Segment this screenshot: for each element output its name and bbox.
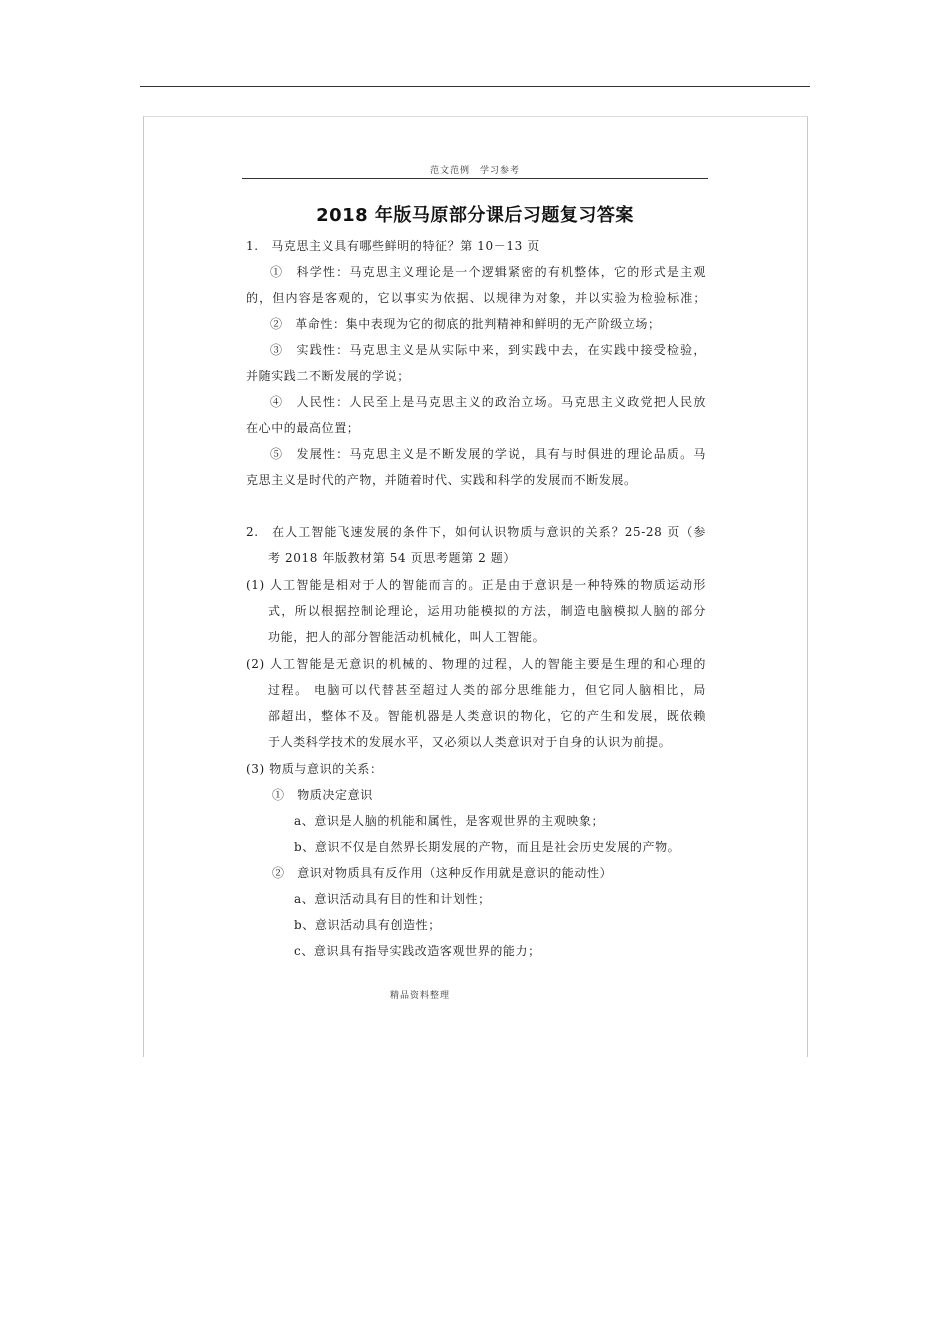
document-title: 2018 年版马原部分课后习题复习答案 <box>316 205 634 226</box>
q1-question: 1. 马克思主义具有哪些鲜明的特征？第 10－13 页 <box>246 239 540 253</box>
top-divider <box>140 86 810 87</box>
q1-point3-line1: ③ 实践性：马克思主义是从实际中来，到实践中去，在实践中接受检验， <box>270 343 706 357</box>
q2-section3-item1: ① 物质决定意识 <box>272 788 373 802</box>
q2-section2-line1: (2) 人工智能是无意识的机械的、物理的过程，人的智能主要是生理的和心理的 <box>246 657 706 671</box>
q2-section2-line4: 于人类科学技术的发展水平，又必须以人类意识对于自身的认识为前提。 <box>268 735 672 749</box>
q2-question-line1: 2. 在人工智能飞速发展的条件下，如何认识物质与意识的关系？25-28 页（参 <box>246 525 706 539</box>
q1-point2: ② 革命性：集中表现为它的彻底的批判精神和鲜明的无产阶级立场； <box>270 317 661 331</box>
q2-section1-line1: (1) 人工智能是相对于人的智能而言的。正是由于意识是一种特殊的物质运动形 <box>246 578 706 592</box>
q1-point3-line2: 并随实践二不断发展的学说； <box>246 369 410 383</box>
q2-section3-item2-a: a、意识活动具有目的性和计划性； <box>294 892 491 906</box>
page-footer: 精品资料整理 <box>389 991 450 1001</box>
q2-section3-heading: (3) 物质与意识的关系： <box>246 762 383 776</box>
q2-section1-line3: 功能，把人的部分智能活动机械化，叫人工智能。 <box>268 630 546 644</box>
q1-point5-line2: 克思主义是时代的产物，并随着时代、实践和科学的发展而不断发展。 <box>246 473 637 487</box>
q1-point1-line1: ① 科学性：马克思主义理论是一个逻辑紧密的有机整体，它的形式是主观 <box>270 265 706 279</box>
q1-point4-line1: ④ 人民性：人民至上是马克思主义的政治立场。马克思主义政党把人民放 <box>270 395 706 409</box>
q1-point5-line1: ⑤ 发展性：马克思主义是不断发展的学说，具有与时俱进的理论品质。马 <box>270 447 706 461</box>
q1-point4-line2: 在心中的最高位置； <box>246 421 360 435</box>
q2-section3-item2-c: c、意识具有指导实践改造客观世界的能力； <box>294 944 541 958</box>
page-header: 范文范例 学习参考 <box>429 166 520 176</box>
q2-section1-line2: 式，所以根据控制论理论，运用功能模拟的方法，制造电脑模拟人脑的部分 <box>268 604 706 618</box>
q2-section3-item2: ② 意识对物质具有反作用（这种反作用就是意识的能动性） <box>272 866 613 880</box>
q2-section3-item1-b: b、意识不仅是自然界长期发展的产物，而且是社会历史发展的产物。 <box>294 840 681 854</box>
q2-section2-line3: 部超出，整体不及。智能机器是人类意识的物化，它的产生和发展，既依赖 <box>268 709 706 723</box>
q2-section3-item2-b: b、意识活动具有创造性； <box>294 918 441 932</box>
header-divider <box>242 178 708 179</box>
q2-question-line2: 考 2018 年版教材第 54 页思考题第 2 题） <box>268 551 516 565</box>
q2-section3-item1-a: a、意识是人脑的机能和属性，是客观世界的主观映象； <box>294 814 605 828</box>
q1-point1-line2: 的，但内容是客观的，它以事实为依据、以规律为对象，并以实验为检验标准； <box>246 291 706 305</box>
q2-section2-line2: 过程。 电脑可以代替甚至超过人类的部分思维能力，但它同人脑相比，局 <box>268 683 706 697</box>
